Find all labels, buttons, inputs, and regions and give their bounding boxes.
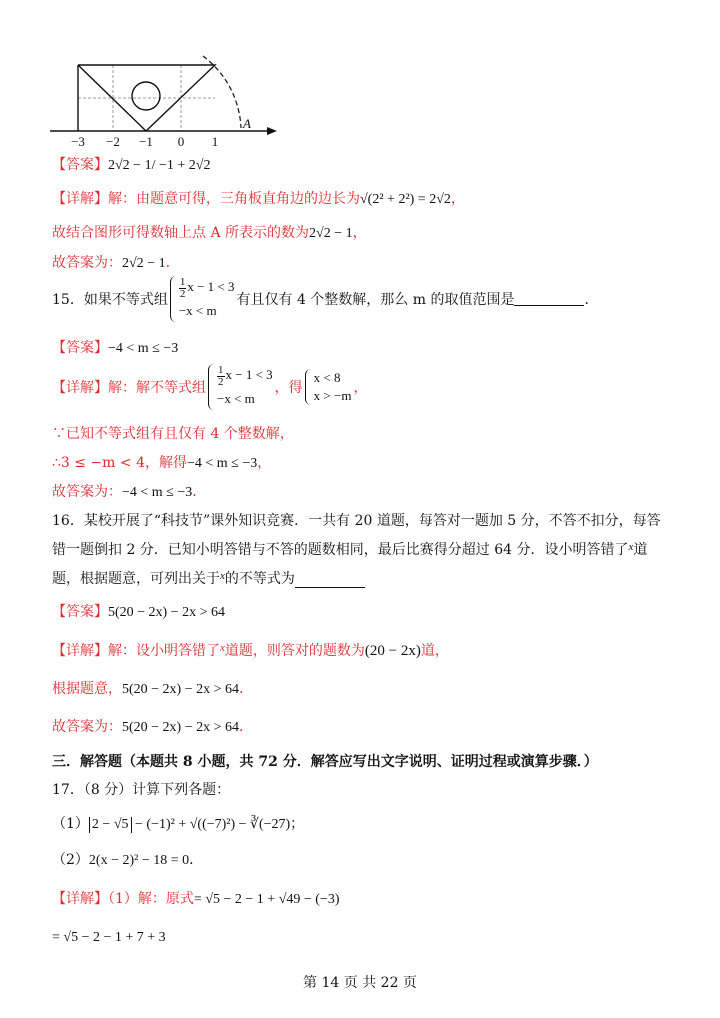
q15-answer: −4 < m ≤ −3	[108, 341, 179, 356]
ruler-hole	[132, 82, 160, 110]
q15-detail-1: 【详解】解：解不等式组 $\frac{1}{2}$ x − 1 < 3 −x < m ，得 x < 8 x > −m ，	[52, 364, 367, 410]
tick-label: −1	[139, 134, 153, 148]
dashed-arc	[203, 56, 241, 128]
q14-detail-2-math: 2√2 − 1	[309, 226, 353, 241]
q15-stem-prefix: 15．如果不等式组	[52, 291, 168, 308]
point-a-label: A	[243, 116, 251, 131]
q16-stem-2: 错一题倒扣 2 分．已知小明答错与不答的题数相同，最后比赛得分超过 64 分．设小明答错了$^x$道	[52, 541, 648, 558]
q14-detail-3: 故答案为：2√2 − 1．	[52, 255, 180, 271]
q16-detail-2: 根据题意，5(20 − 2x) − 2x > 64．	[52, 681, 254, 697]
q16-detail-1: 【详解】解：设小明答错了$^x$道题，则答对的题数为(20 − 2x)道，	[52, 642, 449, 659]
q14-detail-1-math: √(2² + 2²) = 2√2	[360, 192, 451, 207]
answer-tag: 【答案】	[52, 340, 108, 356]
q14-answer-line	[52, 154, 210, 174]
section-3-title: 三．解答题（本题共 8 小题，共 72 分．解答应写出文字说明、证明过程或演算步骤．）	[52, 754, 598, 770]
page-footer: 第 14 页 共 22 页	[303, 975, 417, 991]
fraction-half: $\frac{1}{2}$	[179, 275, 186, 300]
q15-line-3: ∴3 ≤ −m < 4，解得−4 < m ≤ −3，	[52, 455, 272, 471]
q14-detail-1: 【详解】解：由题意可得，三角板直角边的边长为√(2² + 2²) = 2√2，	[52, 191, 465, 207]
q15-stem-suffix: 有且仅有 4 个整数解，那么 m 的取值范围是	[236, 291, 515, 308]
q15-detail-system: $\frac{1}{2}$ x − 1 < 3 −x < m	[208, 364, 273, 410]
q17-detail-1: 【详解】（1）解：原式= √5 − 2 − 1 + √49 − (−3)	[52, 891, 340, 907]
q14-detail-2: 故结合图形可得数轴上点 A 所表示的数为2√2 − 1，	[52, 225, 367, 241]
q15-stem: 15．如果不等式组 $\frac{1}{2}$ x − 1 < 3 −x < m 有且仅有 4 个整数解，那么 m 的取值范围是 ．	[52, 276, 598, 322]
q14-detail-2-text: 故结合图形可得数轴上点 A 所表示的数为	[52, 225, 310, 241]
q16-stem-1: 16．某校开展了“科技节”课外知识竞赛．一共有 20 道题，每答对一题加 5 分，不答不扣分，每答	[52, 513, 661, 529]
axis-tick-labels	[71, 134, 218, 148]
number-line-figure	[45, 48, 285, 148]
tick-label: 1	[211, 134, 219, 148]
q17-part-1: （1） 2 − √5 − (−1)² + √((−7)²) − ∛(−27)；	[52, 816, 305, 832]
q17-detail-2: = √5 − 2 − 1 + 7 + 3	[52, 930, 166, 945]
answer-tag: 【答案】	[52, 157, 108, 173]
detail-tag: 【详解】	[52, 191, 108, 207]
q15-inequality-system: $\frac{1}{2}$ x − 1 < 3 −x < m	[170, 276, 235, 322]
tick-label: 0	[177, 134, 185, 148]
answer-tag: 【答案】	[52, 604, 108, 620]
tick-label: −2	[106, 134, 120, 148]
q16-detail-3: 故答案为：5(20 − 2x) − 2x > 64．	[52, 719, 254, 735]
q15-detail-1-text: 解：解不等式组	[108, 379, 206, 396]
figure-grid	[78, 65, 215, 131]
q16-stem-3: 题，根据题意，可列出关于$^x$的不等式为	[52, 568, 365, 588]
q14-detail-3-math: 2√2 − 1	[122, 256, 166, 271]
q15-line-2: ∵已知不等式组有且仅有 4 个整数解，	[52, 426, 294, 442]
q17-stem: 17．（8 分）计算下列各题：	[52, 782, 231, 798]
q16-answer: 5(20 − 2x) − 2x > 64	[108, 605, 226, 620]
answer-blank	[514, 291, 584, 306]
q16-answer-line	[52, 601, 225, 621]
axis-arrow	[267, 127, 277, 135]
q14-detail-1-text: 解：由题意可得，三角板直角边的边长为	[108, 191, 360, 207]
q15-detail-1-mid: ，得	[274, 379, 303, 396]
absolute-value: 2 − √5	[89, 817, 132, 833]
q15-solution-system: x < 8 x > −m	[305, 369, 352, 405]
q14-answer: 2√2 − 1/ −1 + 2√2	[108, 158, 211, 173]
q14-detail-3-text: 故答案为：	[52, 255, 122, 271]
answer-blank	[295, 573, 365, 588]
q15-answer-line	[52, 337, 178, 357]
q17-part-2: （2）2(x − 2)² − 18 = 0．	[52, 852, 204, 868]
q15-line-4: 故答案为：−4 < m ≤ −3．	[52, 484, 207, 500]
detail-tag: 【详解】	[52, 379, 108, 396]
tick-label: −3	[71, 134, 85, 148]
